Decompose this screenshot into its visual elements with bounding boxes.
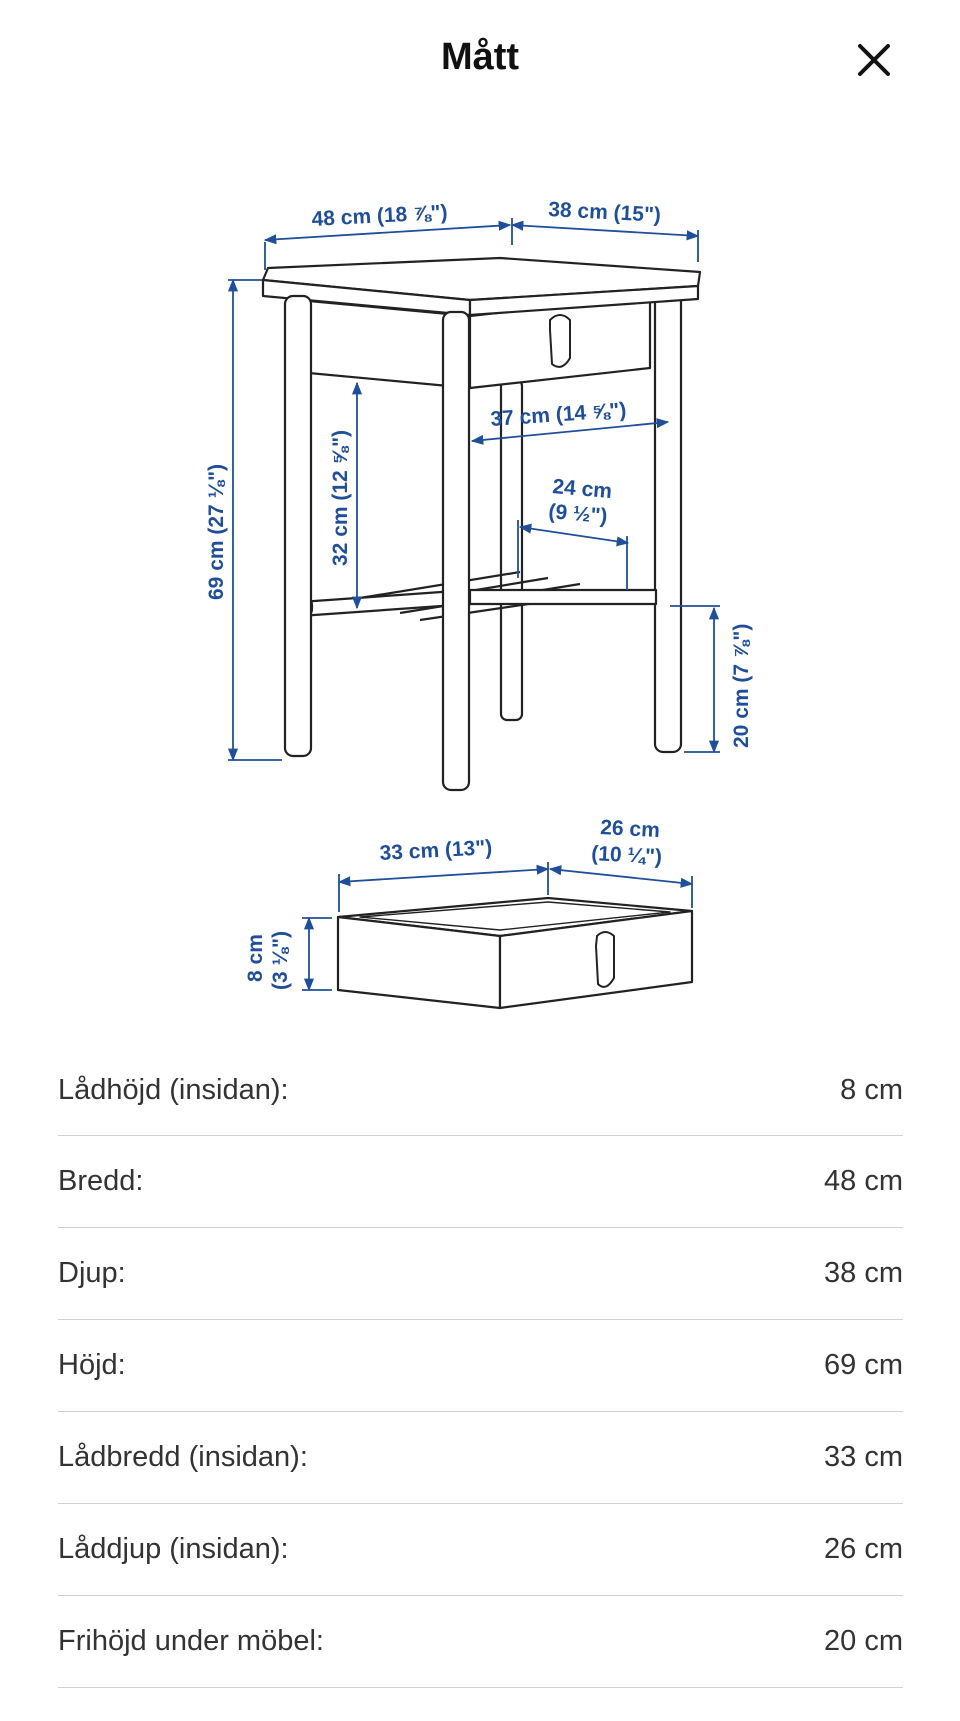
spec-row-drawer-depth [58, 1504, 903, 1596]
spec-value: 69 cm [824, 1349, 903, 1381]
dimension-specs-list [58, 1045, 903, 1688]
label-inner-width: 37 cm (14 ⅝") [489, 398, 628, 431]
spec-row-width [58, 1136, 903, 1228]
label-drawer-depth-in: (10 ¼") [590, 842, 663, 869]
drawer-outline [338, 898, 692, 1008]
spec-row-floor-clearance [58, 1596, 903, 1688]
close-button[interactable] [848, 34, 900, 86]
spec-value: 48 cm [824, 1165, 903, 1197]
spec-label: Höjd: [58, 1349, 126, 1381]
close-icon [848, 34, 900, 86]
dimension-illustration [0, 180, 960, 1020]
spec-row-drawer-width [58, 1412, 903, 1504]
spec-row-depth [58, 1228, 903, 1320]
spec-value: 26 cm [824, 1533, 903, 1565]
page-title: Mått [440, 36, 520, 78]
spec-label: Frihöjd under möbel: [58, 1625, 324, 1657]
spec-label: Djup: [58, 1257, 126, 1289]
label-drawer-height-cm: 8 cm [244, 934, 267, 982]
spec-row-height [58, 1320, 903, 1412]
spec-value: 20 cm [824, 1625, 903, 1657]
spec-label: Låddjup (insidan): [58, 1533, 289, 1565]
label-depth: 38 cm (15") [547, 198, 662, 227]
label-drawer-height-in: (3 ⅛") [269, 931, 292, 990]
label-floor-clearance: 20 cm (7 ⅞") [730, 623, 753, 748]
spec-label: Lådbredd (insidan): [58, 1441, 308, 1473]
label-shelf-depth-cm: 24 cm [551, 475, 613, 504]
spec-value: 33 cm [824, 1441, 903, 1473]
label-height: 69 cm (27 ⅛") [205, 463, 228, 600]
label-drawer-width: 33 cm (13") [379, 836, 493, 865]
spec-value: 38 cm [824, 1257, 903, 1289]
spec-value: 8 cm [840, 1073, 903, 1106]
spec-label: Bredd: [58, 1165, 144, 1197]
label-drawer-depth-cm: 26 cm [599, 816, 661, 843]
spec-label: Lådhöjd (insidan): [58, 1073, 289, 1106]
label-shelf-to-drawer: 32 cm (12 ⅝") [329, 429, 352, 566]
spec-row-drawer-height [58, 1045, 903, 1136]
nightstand-drawing [0, 180, 960, 1020]
modal-header [0, 0, 960, 120]
label-width: 48 cm (18 ⅞") [311, 200, 449, 231]
label-shelf-depth-in: (9 ½") [547, 500, 609, 529]
